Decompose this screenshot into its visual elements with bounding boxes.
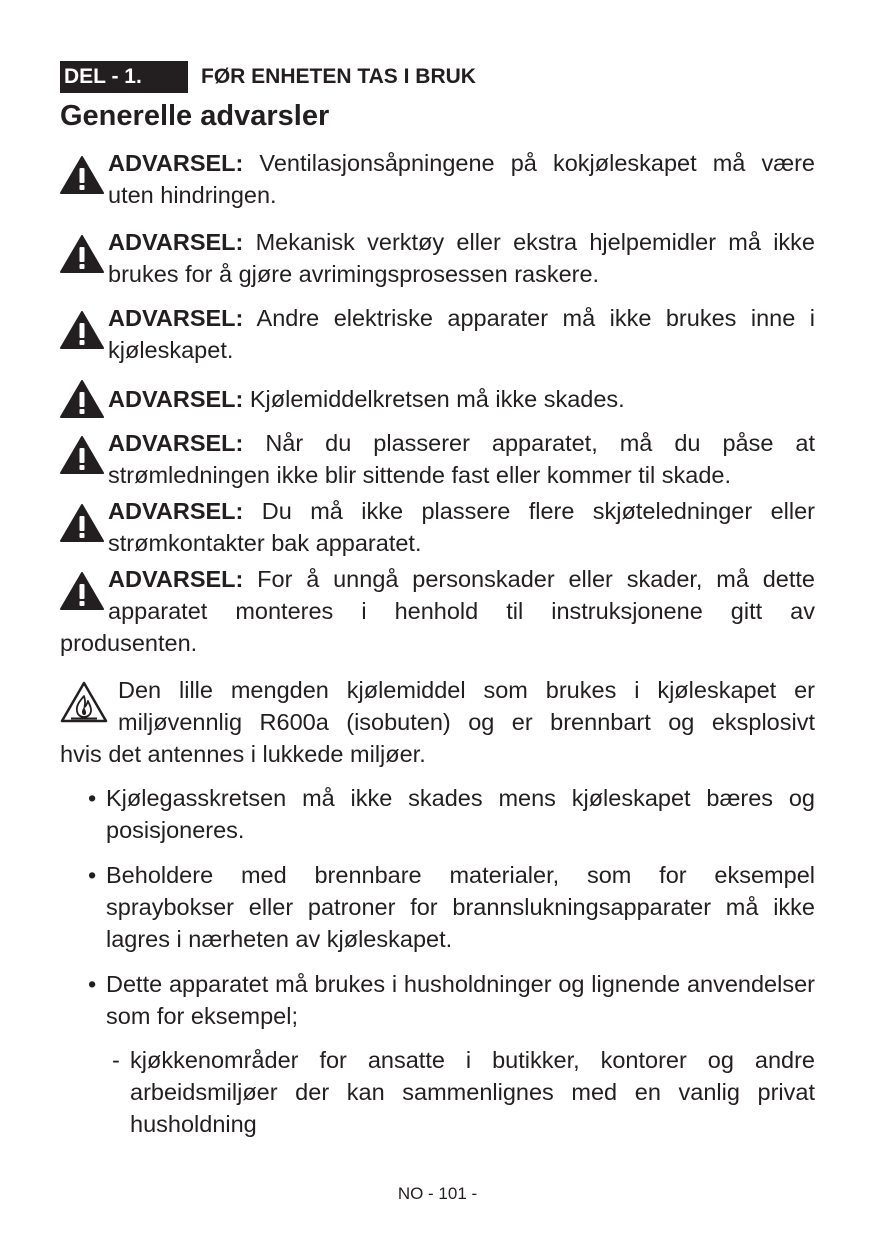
sub-list — [112, 1044, 815, 1140]
list-item — [88, 859, 815, 955]
warning-text: Du må ikke plassere flere skjøteledninger eller strømkontakter bak apparatet. — [108, 498, 815, 556]
warning-item — [60, 495, 815, 559]
warning-triangle-icon — [60, 379, 104, 419]
page-number: NO - 101 - — [397, 1184, 478, 1203]
sub-list-item-text: kjøkkenområder for ansatte i butikker, kontorer og andre arbeidsmiljøer der kan sammenlignes med en vanlig privat husholdning — [130, 1047, 815, 1137]
warning-triangle-icon — [60, 503, 104, 543]
warning-text: Ventilasjonsåpningene på kokjøleskapet må være uten hindringen. — [108, 150, 815, 208]
bullet-marker: • — [88, 862, 97, 888]
list-item-text: Beholdere med brennbare materialer, som for eksempel spraybokser eller patroner for brannslukningsapparater må ikke lagres i nærheten av kjøleskapet. — [106, 862, 815, 952]
warning-triangle-icon — [60, 155, 104, 195]
warning-text: For å unngå personskader eller skader, må dette apparatet monteres i henhold til instruksjonene gitt av — [108, 566, 815, 624]
section-title: FØR ENHETEN TAS I BRUK — [201, 65, 476, 88]
bullet-marker: • — [88, 785, 97, 811]
warning-text: Når du plasserer apparatet, må du påse at strømledningen ikke blir sittende fast eller kommer til skade. — [108, 430, 815, 488]
warning-label: ADVARSEL: — [108, 150, 244, 176]
page-title: Generelle advarsler — [60, 100, 330, 132]
warning-label: ADVARSEL: — [108, 305, 244, 331]
list-item-text: Dette apparatet må brukes i husholdninger og lignende anvendelser som for eksempel; — [106, 971, 815, 1029]
warning-label: ADVARSEL: — [108, 430, 244, 456]
warning-text: Kjølemiddelkretsen må ikke skades. — [243, 386, 625, 412]
bullet-list — [88, 782, 815, 1045]
bullet-marker: • — [88, 971, 97, 997]
warning-text-continuation: produsenten. — [60, 630, 198, 656]
warning-triangle-icon — [60, 571, 104, 611]
warning-triangle-icon — [60, 234, 104, 274]
section-number-box: DEL - 1. — [60, 61, 188, 93]
warning-triangle-icon — [60, 310, 104, 350]
list-item — [88, 782, 815, 846]
warning-text: Mekanisk verktøy eller ekstra hjelpemidler må ikke brukes for å gjøre avrimingsprosessen raskere. — [108, 229, 815, 287]
warning-triangle-icon — [60, 435, 104, 475]
flammable-text-continuation: hvis det antennes i lukkede miljøer. — [60, 741, 426, 767]
flammable-text: Den lille mengden kjølemiddel som brukes i kjøleskapet er miljøvennlig R600a (isobuten) og er brennbart og eksplosivt — [118, 677, 815, 735]
dash-marker: - — [112, 1047, 120, 1073]
warning-label: ADVARSEL: — [108, 386, 244, 412]
flammable-warning-icon — [60, 680, 108, 724]
warning-item — [60, 427, 815, 491]
warning-text: Andre elektriske apparater må ikke brukes inne i kjøleskapet. — [108, 305, 815, 363]
flammable-notice — [60, 674, 815, 770]
warning-item — [60, 383, 815, 415]
section-header — [60, 60, 476, 94]
warning-label: ADVARSEL: — [108, 229, 244, 255]
warning-item — [60, 302, 815, 366]
warning-label: ADVARSEL: — [108, 498, 244, 524]
warning-item — [60, 147, 815, 211]
warning-item — [60, 226, 815, 290]
warning-item — [60, 563, 815, 659]
warning-label: ADVARSEL: — [108, 566, 244, 592]
list-item-text: Kjølegasskretsen må ikke skades mens kjøleskapet bæres og posisjoneres. — [106, 785, 815, 843]
list-item — [88, 968, 815, 1032]
sub-list-item — [112, 1044, 815, 1140]
